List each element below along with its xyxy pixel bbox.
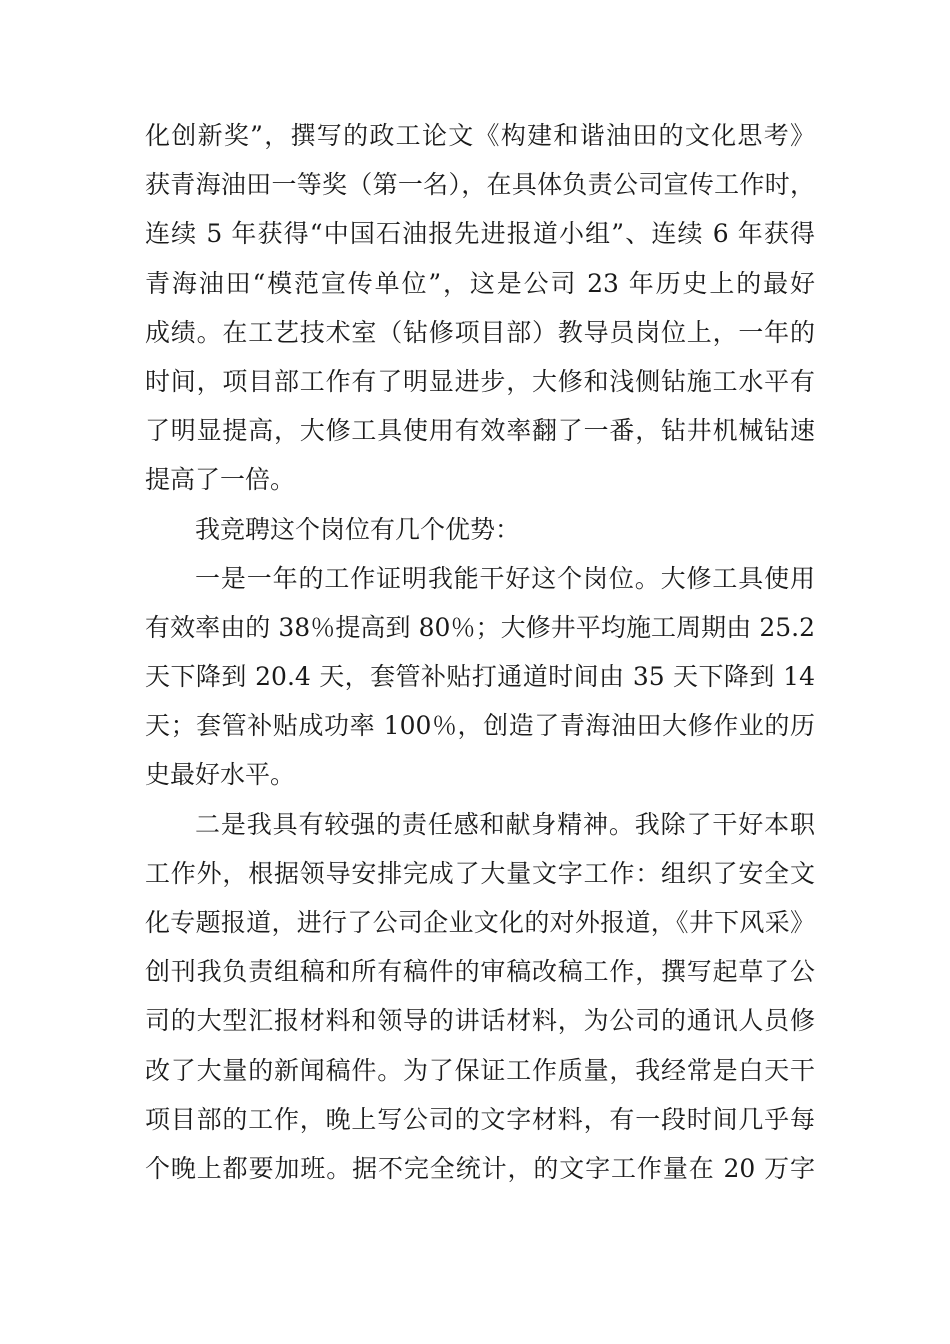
text-line: 司的大型汇报材料和领导的讲话材料，为公司的通讯人员修: [145, 1006, 815, 1036]
text-line: 史最好水平。: [145, 760, 296, 790]
text-line: 时间，项目部工作有了明显进步，大修和浅侧钻施工水平有: [145, 366, 815, 396]
text-line: 成绩。在工艺技术室（钻修项目部）教导员岗位上，一年的: [145, 317, 815, 347]
document-body: [145, 111, 815, 1193]
text-line: 天；套管补贴成功率 100％，创造了青海油田大修作业的历: [145, 711, 815, 741]
text-line: 提高了一倍。: [145, 465, 296, 495]
text-line: 天下降到 20.4 天，套管补贴打通道时间由 35 天下降到 14: [145, 662, 815, 692]
text-line: 个晚上都要加班。据不完全统计，的文字工作量在 20 万字: [145, 1153, 815, 1183]
text-line: 工作外，根据领导安排完成了大量文字工作：组织了安全文: [145, 858, 815, 888]
text-line: 有效率由的 38％提高到 80％；大修井平均施工周期由 25.2: [145, 612, 815, 642]
text-line: 青海油田“模范宣传单位”，这是公司 23 年历史上的最好: [145, 268, 815, 298]
text-line: 获青海油田一等奖（第一名），在具体负责公司宣传工作时，: [145, 170, 815, 200]
paragraph-first-line: 我竞聘这个岗位有几个优势：: [195, 514, 521, 544]
text-line: 连续 5 年获得“中国石油报先进报道小组”、连续 6 年获得: [145, 219, 815, 249]
text-line: 化专题报道，进行了公司企业文化的对外报道，《井下风采》: [145, 908, 815, 937]
paragraph-first-line: 一是一年的工作证明我能干好这个岗位。大修工具使用: [195, 563, 815, 593]
text-line: 了明显提高，大修工具使用有效率翻了一番，钻井机械钻速: [145, 416, 815, 446]
text-line: 化创新奖”，撰写的政工论文《构建和谐油田的文化思考》: [145, 121, 815, 150]
text-line: 改了大量的新闻稿件。为了保证工作质量，我经常是白天干: [145, 1055, 815, 1085]
text-line: 创刊我负责组稿和所有稿件的审稿改稿工作，撰写起草了公: [145, 957, 815, 987]
text-line: 项目部的工作，晚上写公司的文字材料，有一段时间几乎每: [145, 1104, 815, 1134]
paragraph-first-line: 二是我具有较强的责任感和献身精神。我除了干好本职: [195, 809, 815, 839]
